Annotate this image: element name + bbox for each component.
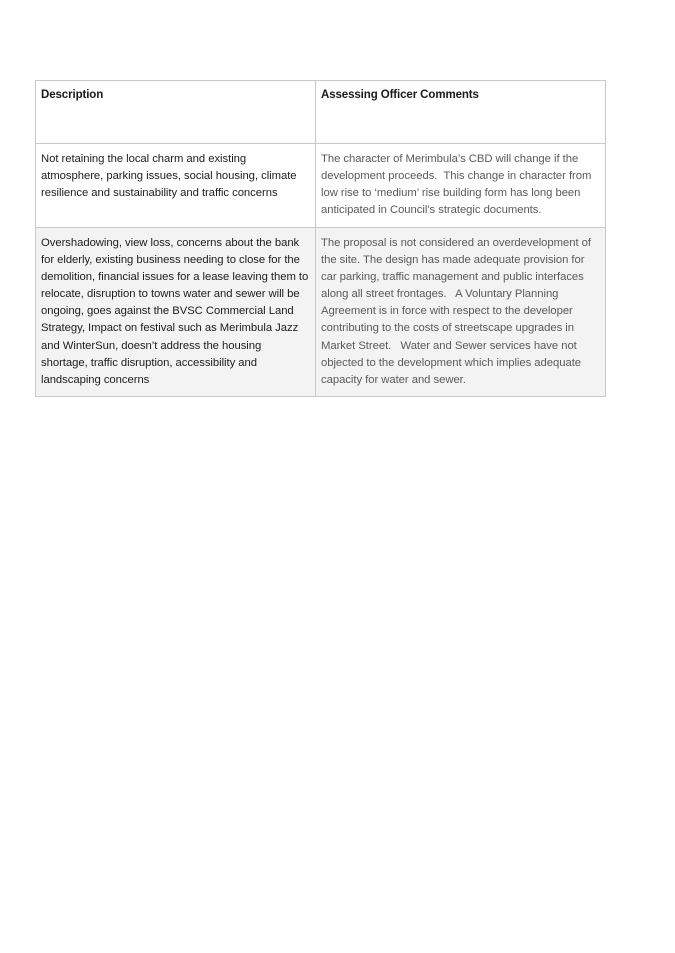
column-header-assessing-officer-comments: Assessing Officer Comments xyxy=(321,89,479,101)
submissions-comments-table xyxy=(35,80,606,397)
cell-comments xyxy=(316,227,606,396)
comments-text: The proposal is not considered an overdevelopment of the site. The design has made adequate provision for car parking, traffic management and public interfaces along all street frontages. A Voluntary Planning Agreement is in force with respect to the developer contributing to the costs of streetscape upgrades in Market Street. Water and Sewer services have not objected to the development which implies adequate capacity for water and sewer. xyxy=(321,236,595,386)
header-cell-comments xyxy=(316,81,606,144)
header-cell-description xyxy=(36,81,316,144)
table-row xyxy=(36,227,606,396)
description-text: Overshadowing, view loss, concerns about the bank for elderly, existing business needing to close for the demolition, financial issues for a lease leaving them to relocate, disruption to towns water and sewer will be ongoing, goes against the BVSC Commercial Land Strategy, Impact on festival such as Merimbula Jazz and WinterSun, doesn’t address the housing shortage, traffic disruption, accessibility and landscaping concerns xyxy=(41,236,312,386)
cell-description xyxy=(36,227,316,396)
cell-comments xyxy=(316,144,606,228)
table-row xyxy=(36,144,606,228)
column-header-description: Description xyxy=(41,89,104,101)
comments-text: The character of Merimbula’s CBD will change if the development proceeds. This change in character from low rise to ‘medium’ rise building form has long been anticipated in Council’s strategic documents. xyxy=(321,153,595,217)
table-header-row xyxy=(36,81,606,144)
description-text: Not retaining the local charm and existing atmosphere, parking issues, social housing, climate resilience and sustainability and traffic concerns xyxy=(41,153,300,200)
cell-description xyxy=(36,144,316,228)
table-header xyxy=(36,81,606,144)
table-body xyxy=(36,144,606,397)
